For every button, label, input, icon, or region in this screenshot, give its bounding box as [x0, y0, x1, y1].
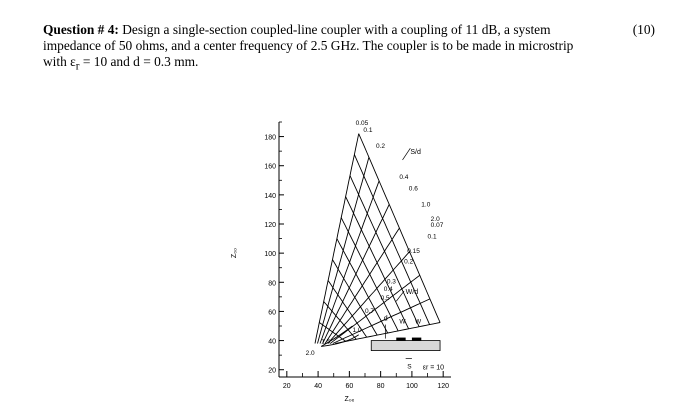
question-text	[43, 22, 655, 75]
inset-s-label: S	[407, 363, 412, 371]
sd-value-label: 0.07	[430, 221, 444, 229]
x-tick-label: 80	[376, 383, 385, 390]
line3-b: = 10 and d = 0.3 mm.	[79, 54, 199, 69]
question-label: Question # 4:	[43, 22, 119, 37]
inset-w2-label: W	[415, 318, 422, 326]
question-line-2: impedance of 50 ohms, and a center frequency of 2.5 GHz. The coupler is to be made in microstrip	[43, 38, 574, 53]
sd-value-label: 0.4	[399, 173, 409, 181]
inset-d-label: d	[383, 315, 388, 323]
y-tick-label: 120	[264, 222, 276, 229]
y-tick-label: 80	[268, 280, 276, 288]
question-line-3	[43, 54, 655, 75]
sd-value-label: 1.0	[421, 201, 431, 209]
substrate	[371, 341, 440, 351]
question-line-1	[43, 22, 655, 38]
sd-value-label: 0.1	[363, 127, 373, 135]
wd-value-label: 1.0	[352, 326, 362, 334]
line3-a: with ε	[43, 54, 76, 69]
y-tick-label: 20	[268, 367, 276, 375]
wd-value-label: 0.4	[383, 286, 393, 294]
sd-arrow	[403, 148, 411, 160]
x-tick-label: 40	[314, 383, 322, 390]
wd-curve	[359, 134, 440, 323]
strip-2	[412, 338, 421, 341]
chart-axes	[231, 119, 451, 403]
x-tick-label: 100	[406, 383, 418, 390]
coupler-design-chart	[226, 112, 466, 404]
sd-axis-label: S/d	[410, 149, 421, 157]
wd-value-label: 1.5	[321, 338, 331, 346]
inset-w1-label: W	[399, 318, 406, 326]
line3-sub: r	[75, 60, 80, 73]
y-tick-label: 60	[268, 309, 276, 317]
y-axis-label: Z₀ₒ	[231, 248, 238, 259]
sd-value-label: 0.6	[408, 185, 418, 193]
y-tick-label: 140	[264, 192, 276, 200]
chart-labels	[306, 120, 444, 357]
wd-value-label: 0.5	[380, 294, 390, 302]
marks-label: (10)	[632, 22, 655, 37]
y-tick-label: 160	[264, 163, 276, 171]
wd-value-label: 0.15	[407, 248, 420, 256]
y-tick-label: 40	[268, 338, 276, 346]
sd-value-label: 2.0	[430, 216, 440, 224]
y-tick-label: 180	[264, 134, 276, 142]
inset-er-label: εr = 10	[422, 364, 445, 372]
question-line1-text: Design a single-section coupled-line coupler with a coupling of 11 dB, a system	[122, 22, 551, 37]
wd-value-label: 0.7	[365, 307, 375, 315]
wd-value-label: 0.2	[404, 258, 414, 266]
x-tick-label: 20	[282, 383, 291, 390]
chart-curves	[315, 134, 440, 347]
x-tick-label: 120	[437, 383, 450, 390]
x-axis-label: Z₀ₑ	[344, 396, 355, 403]
wd-value-label: 0.3	[386, 278, 396, 286]
y-tick-label: 100	[264, 251, 276, 259]
wd-value-label: 2.0	[305, 350, 315, 358]
strip-1	[396, 338, 405, 341]
sd-value-label: 0.05	[355, 119, 369, 127]
wd-axis-label: W/d	[405, 288, 419, 296]
wd-value-label: 0.1	[427, 233, 437, 241]
x-tick-label: 60	[345, 383, 354, 390]
sd-value-label: 0.2	[375, 143, 385, 151]
